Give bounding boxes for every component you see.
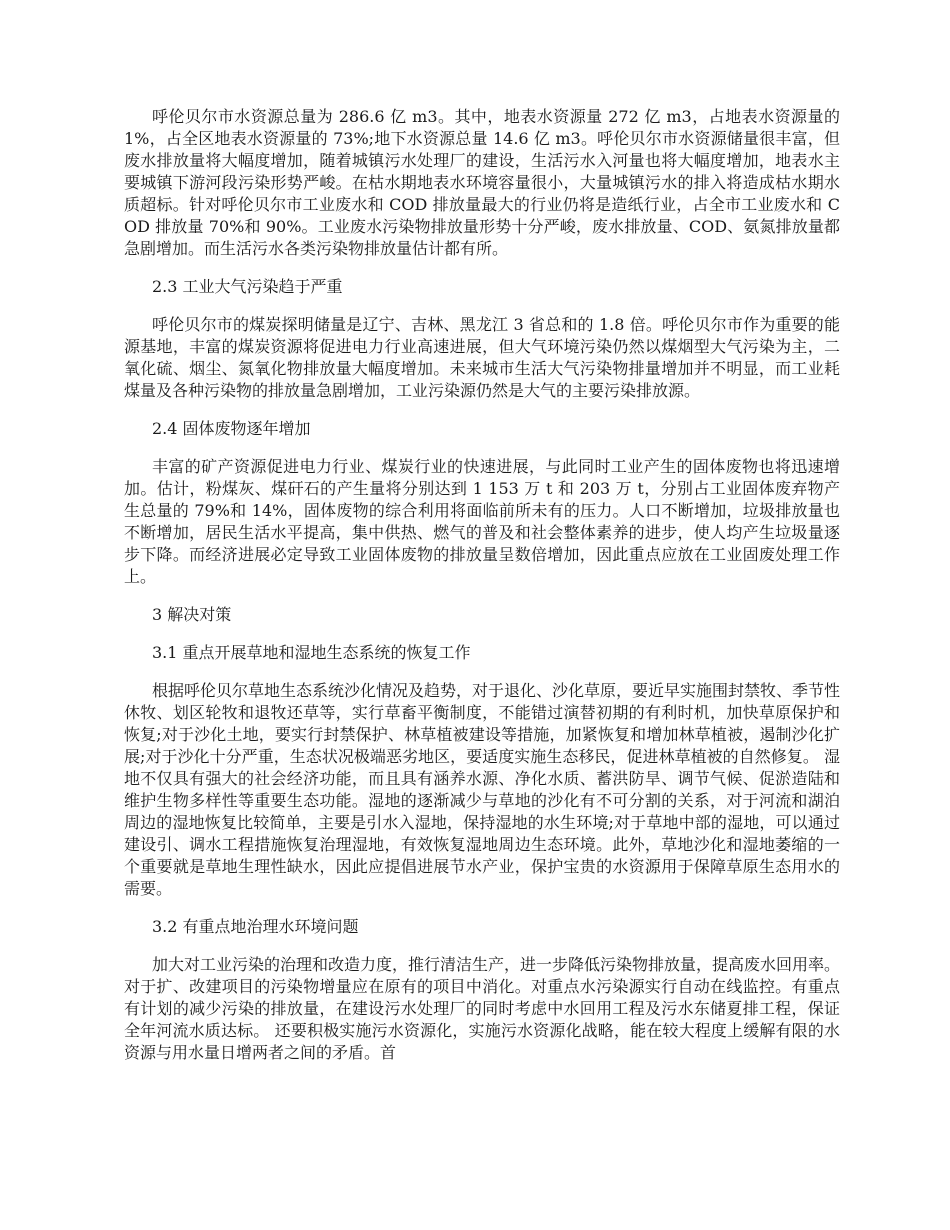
heading-2-3: 2.3 工业大气污染趋于严重 xyxy=(152,277,343,296)
heading-3-1: 3.1 重点开展草地和湿地生态系统的恢复工作 xyxy=(152,643,471,662)
heading-2-4: 2.4 固体废物逐年增加 xyxy=(152,419,311,438)
paragraph-water-resources: 呼伦贝尔市水资源总量为 286.6 亿 m3。其中，地表水资源量 272 亿 m3，占地表水资源量的 1%，占全区地表水资源量的 73%;地下水资源总量 14.6 亿 m3。呼伦贝尔市水资源储量很丰富，但废水排放量将大幅度增加，随着城镇污水处理厂的建设，生活污水入河量也将大幅度增加，地表水主要城镇下游河段污染形势严峻。在枯水期地表水环境容量很小，大量城镇污水的排入将造成枯水期水质超标。针对呼伦贝尔市工业废水和 COD 排放量最大的行业仍将是造纸行业，占全市工业废水和 COD 排放量 70%和 90%。工业废水污染物排放量形势十分严峻，废水排放量、COD、氨氮排放量都急剧增加。而生活污水各类污染物排放量估计都有所。 xyxy=(124,107,840,258)
heading-3: 3 解决对策 xyxy=(152,605,232,624)
paragraph-coal-air-pollution: 呼伦贝尔市的煤炭探明储量是辽宁、吉林、黑龙江 3 省总和的 1.8 倍。呼伦贝尔市作为重要的能源基地，丰富的煤炭资源将促进电力行业高速进展，但大气环境污染仍然以煤烟型大气污染为主，二氧化硫、烟尘、氮氧化物排放量大幅度增加。未来城市生活大气污染物排量增加并不明显，而工业耗煤量及各种污染物的排放量急剧增加，工业污染源仍然是大气的主要污染排放源。 xyxy=(124,315,840,400)
paragraph-water-environment: 加大对工业污染的治理和改造力度，推行清洁生产，进一步降低污染物排放量，提高废水回用率。对于扩、改建项目的污染物增量应在原有的项目中消化。对重点水污染源实行自动在线监控。有重点有计划的减少污染的排放量，在建设污水处理厂的同时考虑中水回用工程及污水东储夏排工程，保证全年河流水质达标。 还要积极实施污水资源化，实施污水资源化战略，能在较大程度上缓解有限的水资源与用水量日增两者之间的矛盾。首 xyxy=(124,955,841,1062)
paragraph-solid-waste: 丰富的矿产资源促进电力行业、煤炭行业的快速进展，与此同时工业产生的固体废物也将迅速增加。估计，粉煤灰、煤矸石的产生量将分别达到 1 153 万 t 和 203 万 t，分别占工业固体废弃物产生总量的 79%和 14%，固体废物的综合利用将面临前所未有的压力。人口不断增加，垃圾排放量也不断增加，居民生活水平提高，集中供热、燃气的普及和社会整体素养的进步，使人均产生垃圾量逐步下降。而经济进展必定导致工业固体废物的排放量呈数倍增加，因此重点应放在工业固废处理工作上。 xyxy=(124,457,840,586)
heading-3-2: 3.2 有重点地治理水环境问题 xyxy=(152,917,359,936)
paragraph-grassland-wetland: 根据呼伦贝尔草地生态系统沙化情况及趋势，对于退化、沙化草原，要近早实施围封禁牧、季节性休牧、划区轮牧和退牧还草等，实行草畜平衡制度，不能错过演替初期的有利时机，加快草原保护和恢复;对于沙化土地，要实行封禁保护、林草植被建设等措施，加紧恢复和增加林草植被，遏制沙化扩展;对于沙化十分严重，生态状况极端恶劣地区，要适度实施生态移民，促进林草植被的自然修复。 湿地不仅具有强大的社会经济功能，而且具有涵养水源、净化水质、蓄洪防旱、调节气候、促淤造陆和维护生物多样性等重要生态功能。湿地的逐渐减少与草地的沙化有不可分割的关系，对于河流和湖泊周边的湿地恢复比较简单，主要是引水入湿地，保持湿地的水生环境;对于草地中部的湿地，可以通过建设引、调水工程措施恢复治理湿地，有效恢复湿地周边生态环境。此外，草地沙化和湿地萎缩的一个重要就是草地生理性缺水，因此应提倡进展节水产业，保护宝贵的水资源用于保障草原生态用水的需要。 xyxy=(124,681,841,898)
document-page xyxy=(124,106,840,1064)
